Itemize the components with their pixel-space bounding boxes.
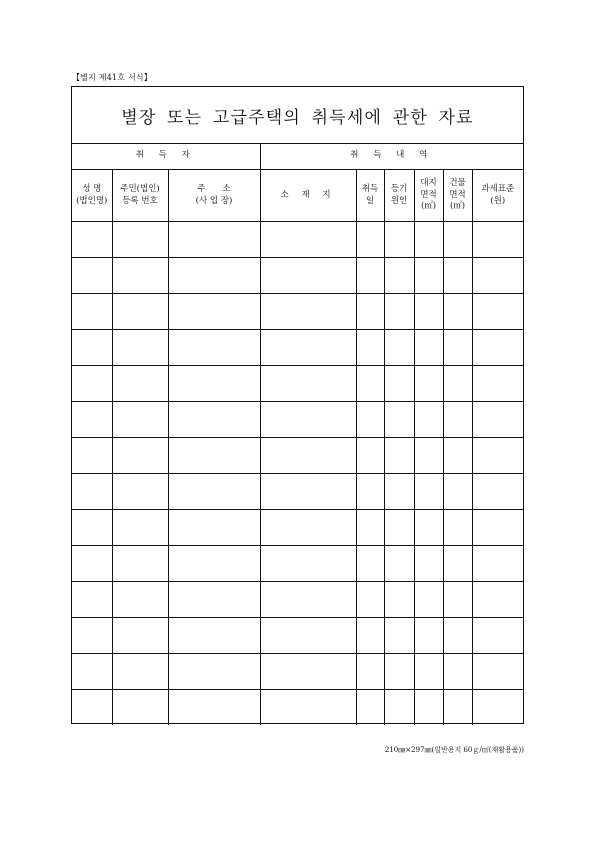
table-row <box>72 618 523 654</box>
table-cell[interactable] <box>72 258 112 294</box>
col-land-line1: 대지 <box>420 178 437 189</box>
col-cause-line1: 등기 <box>390 184 408 195</box>
col-address <box>168 170 260 222</box>
acquisition-table <box>72 143 523 725</box>
table-cell[interactable] <box>260 294 356 330</box>
column-header-row <box>72 170 523 222</box>
table-cell[interactable] <box>168 474 260 510</box>
table-cell[interactable] <box>472 474 523 510</box>
table-cell[interactable] <box>356 654 384 690</box>
table-cell[interactable] <box>356 510 384 546</box>
table-cell[interactable] <box>443 474 472 510</box>
table-cell[interactable] <box>384 330 414 366</box>
table-cell[interactable] <box>472 690 523 726</box>
col-name-line2: (법인명) <box>76 195 108 206</box>
table-cell[interactable] <box>112 330 168 366</box>
col-acquisition-date <box>356 170 384 222</box>
table-cell[interactable] <box>443 366 472 402</box>
table-cell[interactable] <box>414 294 443 330</box>
table-cell[interactable] <box>443 618 472 654</box>
col-location: 소 재 지 <box>260 170 356 222</box>
table-cell[interactable] <box>356 294 384 330</box>
table-cell[interactable] <box>168 222 260 258</box>
table-cell[interactable] <box>443 258 472 294</box>
table-cell[interactable] <box>472 222 523 258</box>
table-cell[interactable] <box>472 438 523 474</box>
table-row <box>72 330 523 366</box>
table-body <box>72 222 523 726</box>
table-cell[interactable] <box>443 654 472 690</box>
table-cell[interactable] <box>443 438 472 474</box>
table-cell[interactable] <box>356 690 384 726</box>
table-cell[interactable] <box>356 474 384 510</box>
table-cell[interactable] <box>443 690 472 726</box>
table-cell[interactable] <box>112 510 168 546</box>
table-row <box>72 294 523 330</box>
table-cell[interactable] <box>384 546 414 582</box>
paper-spec-footnote: 210㎜×297㎜(일반용지 60ｇ/㎡(재활용품)) <box>384 746 524 754</box>
table-row <box>72 690 523 726</box>
table-cell[interactable] <box>168 690 260 726</box>
table-cell[interactable] <box>168 366 260 402</box>
table-row <box>72 366 523 402</box>
table-cell[interactable] <box>472 402 523 438</box>
table-cell[interactable] <box>260 654 356 690</box>
form-title: 별장 또는 고급주택의 취득세에 관한 자료 <box>121 107 474 128</box>
table-cell[interactable] <box>112 402 168 438</box>
table-cell[interactable] <box>260 582 356 618</box>
table-cell[interactable] <box>414 510 443 546</box>
table-cell[interactable] <box>356 438 384 474</box>
table-cell[interactable] <box>72 294 112 330</box>
col-address-line1: 주 소 <box>197 184 231 195</box>
table-cell[interactable] <box>414 546 443 582</box>
col-bldg-line1: 건물 <box>449 178 466 189</box>
table-cell[interactable] <box>112 438 168 474</box>
table-cell[interactable] <box>384 582 414 618</box>
table-cell[interactable] <box>168 438 260 474</box>
table-cell[interactable] <box>168 294 260 330</box>
table-cell[interactable] <box>414 690 443 726</box>
table-cell[interactable] <box>72 330 112 366</box>
table-cell[interactable] <box>72 690 112 726</box>
title-box <box>72 87 523 144</box>
col-tax-line2: (원) <box>490 195 506 206</box>
table-cell[interactable] <box>260 474 356 510</box>
col-name <box>72 170 112 222</box>
col-tax-line1: 과세표준 <box>481 184 515 195</box>
col-tax-base <box>472 170 523 222</box>
table-cell[interactable] <box>356 618 384 654</box>
table-row <box>72 222 523 258</box>
table-row <box>72 654 523 690</box>
table-cell[interactable] <box>260 690 356 726</box>
table-cell[interactable] <box>414 438 443 474</box>
table-cell[interactable] <box>443 582 472 618</box>
table-cell[interactable] <box>168 510 260 546</box>
table-cell[interactable] <box>443 222 472 258</box>
table-cell[interactable] <box>260 546 356 582</box>
table-cell[interactable] <box>443 546 472 582</box>
table-cell[interactable] <box>260 222 356 258</box>
table-row <box>72 582 523 618</box>
table-cell[interactable] <box>414 222 443 258</box>
col-registration-cause <box>384 170 414 222</box>
table-cell[interactable] <box>112 582 168 618</box>
col-land-line2: 면적 <box>420 189 437 200</box>
col-id-line1: 주민(법인) <box>120 184 160 195</box>
table-cell[interactable] <box>443 402 472 438</box>
table-cell[interactable] <box>72 222 112 258</box>
table-cell[interactable] <box>72 474 112 510</box>
table-cell[interactable] <box>356 546 384 582</box>
form-frame <box>71 86 524 724</box>
table-cell[interactable] <box>414 330 443 366</box>
col-cause-line2: 원인 <box>390 195 408 206</box>
table-cell[interactable] <box>472 294 523 330</box>
table-cell[interactable] <box>260 366 356 402</box>
col-registration-number <box>112 170 168 222</box>
table-cell[interactable] <box>72 654 112 690</box>
table-cell[interactable] <box>472 510 523 546</box>
table-cell[interactable] <box>384 618 414 654</box>
table-cell[interactable] <box>168 258 260 294</box>
col-building-area <box>443 170 472 222</box>
table-cell[interactable] <box>356 330 384 366</box>
col-date-line1: 취득 <box>361 184 379 195</box>
table-cell[interactable] <box>112 474 168 510</box>
table-cell[interactable] <box>168 654 260 690</box>
table-cell[interactable] <box>356 222 384 258</box>
col-land-area <box>414 170 443 222</box>
table-cell[interactable] <box>168 546 260 582</box>
table-cell[interactable] <box>356 582 384 618</box>
group-header-row <box>72 143 523 170</box>
table-cell[interactable] <box>72 510 112 546</box>
table-cell[interactable] <box>472 654 523 690</box>
table-cell[interactable] <box>260 618 356 654</box>
table-cell[interactable] <box>414 654 443 690</box>
table-cell[interactable] <box>443 510 472 546</box>
table-cell[interactable] <box>260 258 356 294</box>
col-date-line2: 일 <box>365 195 375 206</box>
table-cell[interactable] <box>384 474 414 510</box>
table-cell[interactable] <box>443 294 472 330</box>
table-cell[interactable] <box>112 222 168 258</box>
table-cell[interactable] <box>472 618 523 654</box>
table-cell[interactable] <box>384 438 414 474</box>
table-cell[interactable] <box>384 222 414 258</box>
table-cell[interactable] <box>472 582 523 618</box>
table-cell[interactable] <box>112 258 168 294</box>
table-cell[interactable] <box>414 582 443 618</box>
table-cell[interactable] <box>260 438 356 474</box>
table-cell[interactable] <box>414 618 443 654</box>
group-acquirer: 취 득 자 <box>72 143 260 170</box>
table-cell[interactable] <box>356 258 384 294</box>
table-cell[interactable] <box>472 330 523 366</box>
col-bldg-line3: (㎡) <box>449 201 466 212</box>
table-cell[interactable] <box>112 618 168 654</box>
table-cell[interactable] <box>384 654 414 690</box>
table-cell[interactable] <box>472 258 523 294</box>
table-cell[interactable] <box>472 366 523 402</box>
table-cell[interactable] <box>112 654 168 690</box>
table-cell[interactable] <box>168 618 260 654</box>
table-cell[interactable] <box>356 402 384 438</box>
table-cell[interactable] <box>414 402 443 438</box>
table-cell[interactable] <box>260 402 356 438</box>
col-id-line2: 등록 번호 <box>122 195 158 206</box>
table-cell[interactable] <box>384 402 414 438</box>
table-cell[interactable] <box>384 510 414 546</box>
table-cell[interactable] <box>112 294 168 330</box>
table-cell[interactable] <box>414 474 443 510</box>
table-cell[interactable] <box>414 366 443 402</box>
table-cell[interactable] <box>384 258 414 294</box>
table-cell[interactable] <box>260 330 356 366</box>
table-cell[interactable] <box>72 582 112 618</box>
table-row <box>72 402 523 438</box>
table-row <box>72 258 523 294</box>
table-cell[interactable] <box>384 294 414 330</box>
table-row <box>72 438 523 474</box>
col-bldg-line2: 면적 <box>449 189 466 200</box>
table-cell[interactable] <box>356 366 384 402</box>
table-cell[interactable] <box>168 582 260 618</box>
table-cell[interactable] <box>112 366 168 402</box>
table-cell[interactable] <box>168 402 260 438</box>
table-row <box>72 474 523 510</box>
table-cell[interactable] <box>443 330 472 366</box>
col-address-line2: (사 업 장) <box>195 195 233 206</box>
table-cell[interactable] <box>72 438 112 474</box>
table-cell[interactable] <box>72 546 112 582</box>
col-land-line3: (㎡) <box>420 201 437 212</box>
table-row <box>72 546 523 582</box>
col-name-line1: 성 명 <box>82 184 102 195</box>
table-row <box>72 510 523 546</box>
table-cell[interactable] <box>260 510 356 546</box>
form-number-label: 【별지 제41호 서식】 <box>72 73 153 82</box>
table-cell[interactable] <box>384 366 414 402</box>
table-cell[interactable] <box>112 690 168 726</box>
group-acquisition-details: 취 득 내 역 <box>260 143 523 170</box>
table-cell[interactable] <box>168 330 260 366</box>
table-cell[interactable] <box>72 366 112 402</box>
table-cell[interactable] <box>112 546 168 582</box>
table-cell[interactable] <box>472 546 523 582</box>
table-cell[interactable] <box>72 402 112 438</box>
table-cell[interactable] <box>384 690 414 726</box>
table-cell[interactable] <box>414 258 443 294</box>
table-cell[interactable] <box>72 618 112 654</box>
